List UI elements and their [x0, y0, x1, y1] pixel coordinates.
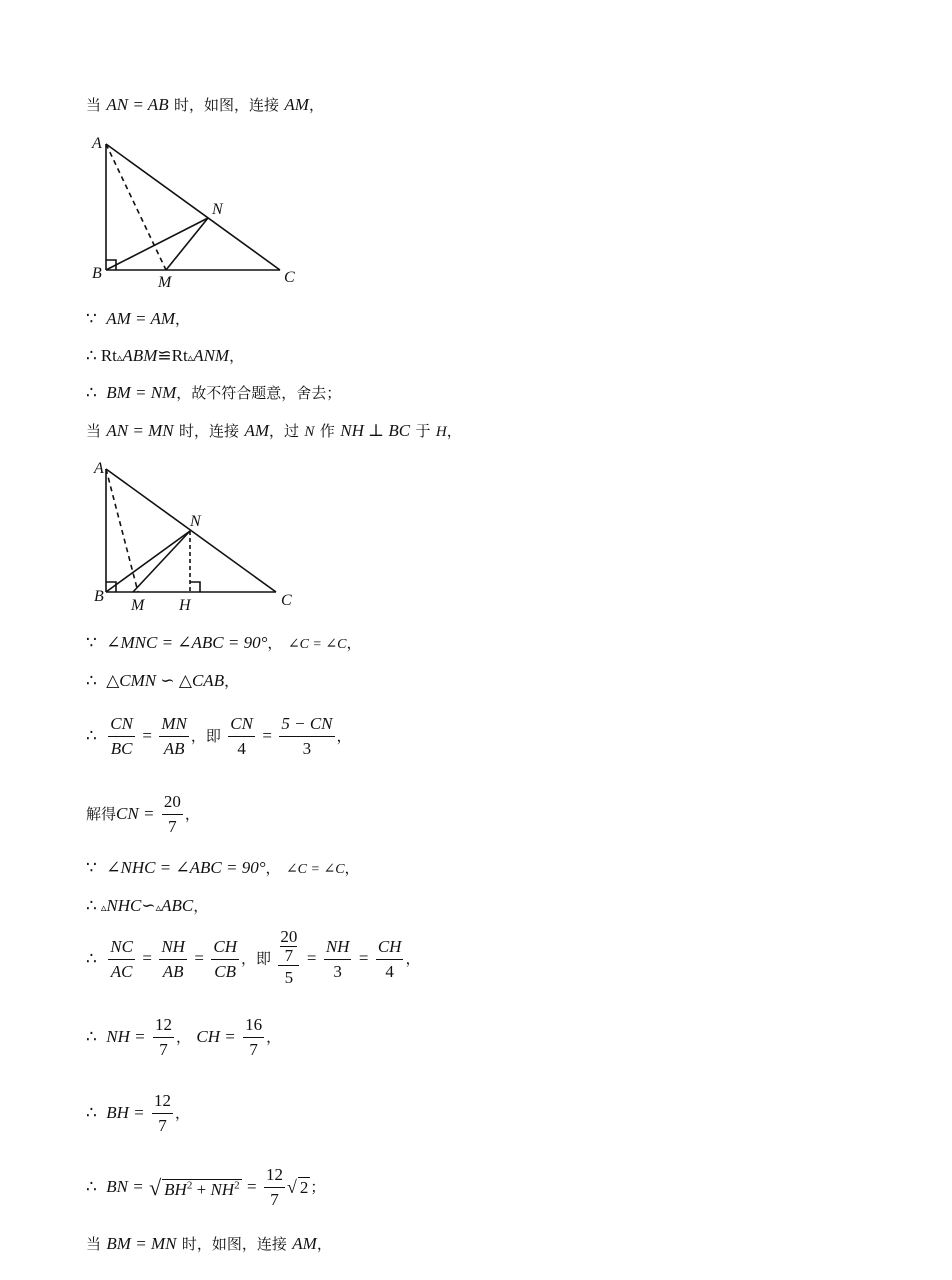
line-15-eq: =: [246, 1177, 257, 1196]
line-14-end: ，: [175, 1104, 191, 1122]
line-16-math: BM = MN: [106, 1234, 177, 1253]
line-7-sym: ∴: [86, 671, 97, 691]
line-3-cong: ≌: [157, 346, 172, 365]
line-1-math2: AM: [284, 95, 309, 114]
line-15-sqrt-2: √ 2: [286, 1177, 309, 1197]
text-line-7: [86, 670, 239, 692]
line-11-tri2: ▵: [155, 902, 162, 914]
line-13-frac-2: $\frac{16}{7}$: [245, 1015, 263, 1059]
line-8-frac-3: $\frac{CN}{4}$: [230, 714, 253, 758]
line-10-end: ，: [344, 859, 360, 877]
line-8-eq2: =: [262, 726, 272, 745]
line-5-zuo: 作: [319, 422, 335, 440]
line-7-end: ，: [224, 672, 240, 690]
line-5-mid: ，过: [269, 422, 300, 440]
line-8-frac-1: $\frac{CN}{BC}$: [110, 714, 133, 758]
text-line-9: [86, 790, 200, 839]
triangle-figure-1: [86, 130, 316, 295]
line-16-end: ，: [316, 1235, 332, 1253]
fig1-label-n: N: [212, 201, 223, 218]
line-12-end: ，: [405, 949, 421, 968]
text-line-2: [86, 308, 190, 330]
line-1-end: ，: [308, 96, 324, 114]
line-3-end: ，: [229, 347, 245, 365]
text-line-16: [86, 1233, 332, 1255]
fig1-label-a: A: [92, 135, 102, 152]
text-line-12: [86, 928, 420, 990]
line-1-math: AN = AB: [106, 95, 169, 114]
fig2-label-b: B: [94, 588, 104, 605]
text-line-13: [86, 1013, 281, 1062]
line-1-pre: 当: [86, 96, 102, 114]
line-6-end: ，: [346, 634, 362, 652]
line-2-end: ，: [175, 310, 191, 328]
line-11-end: ，: [193, 897, 209, 915]
line-8-frac-2: $\frac{MN}{AB}$: [161, 714, 187, 758]
line-3-tri2: ▵: [187, 352, 194, 364]
line-12-eq4: =: [358, 948, 369, 968]
text-line-11: [86, 895, 208, 919]
line-11-m2: ABC: [161, 896, 194, 915]
line-5-n: N: [304, 424, 315, 440]
line-6-math2: ∠C = ∠C: [287, 637, 347, 652]
text-line-14: [86, 1089, 190, 1138]
line-9-frac: $\frac{20}{7}$: [163, 792, 181, 836]
line-8-eq: =: [142, 726, 152, 745]
line-15-sym: ∴: [86, 1177, 97, 1197]
line-13-m1: NH =: [106, 1027, 146, 1046]
text-line-5: [86, 420, 462, 443]
line-14-sym: ∴: [86, 1103, 97, 1123]
line-11-sim: ∽: [141, 896, 156, 915]
line-5-post: 时，连接: [179, 422, 240, 440]
line-3-m2: ANM: [193, 346, 230, 365]
line-13-sym: ∴: [86, 1027, 97, 1047]
text-line-15: [86, 1163, 325, 1212]
line-11-sym: ∴: [86, 896, 97, 916]
line-5-math2: AM: [244, 421, 269, 440]
line-12-ji: ，即: [240, 949, 271, 968]
line-10-sep: ，: [265, 859, 281, 877]
line-12-frac-6: $\frac{CH}{4}$: [377, 936, 402, 981]
line-15-m1: BN =: [106, 1177, 144, 1196]
line-10-sym: ∵: [86, 858, 97, 878]
text-line-6: [86, 632, 361, 656]
fig1-label-c: C: [284, 269, 295, 286]
line-13-end: ，: [266, 1028, 282, 1046]
line-12-frac-4: $\frac{\frac{20}{7}}{5}$: [280, 927, 298, 987]
line-16-math2: AM: [292, 1234, 317, 1253]
line-14-frac: $\frac{12}{7}$: [154, 1091, 172, 1135]
line-3-rt1: Rt: [100, 346, 117, 365]
line-9-math: CN =: [116, 804, 155, 823]
text-line-1: [86, 94, 324, 116]
line-12-eq3: =: [306, 948, 317, 968]
line-5-math: AN = MN: [106, 421, 174, 440]
line-15-frac: $\frac{12}{7}$: [265, 1165, 283, 1209]
line-16-post: 时，如图，连接: [181, 1235, 287, 1253]
line-11-tri1: ▵: [100, 902, 107, 914]
fig1-label-b: B: [92, 265, 102, 282]
line-5-yu: 于: [415, 422, 431, 440]
line-12-frac-3: $\frac{CH}{CB}$: [213, 936, 237, 981]
triangle-figure-2: [86, 455, 316, 620]
line-12-sym: ∴: [86, 948, 97, 969]
line-8-ji: ，即: [190, 727, 221, 745]
line-4-math: BM = NM: [106, 383, 177, 402]
line-7-math: △CMN ∽ △CAB: [106, 671, 225, 690]
line-8-end: ，: [336, 727, 352, 745]
line-5-h: H: [435, 424, 447, 440]
line-5-end: ，: [446, 422, 462, 440]
text-line-4: [86, 382, 341, 404]
line-13-frac-1: $\frac{12}{7}$: [154, 1015, 172, 1059]
line-15-end: ；: [310, 1178, 326, 1196]
line-9-end: ，: [184, 805, 200, 823]
fig2-label-h: H: [179, 597, 191, 614]
line-6-sep: ，: [267, 634, 283, 652]
line-6-math: ∠MNC = ∠ABC = 90°: [106, 633, 268, 652]
line-16-pre: 当: [86, 1235, 102, 1253]
fig2-label-m: M: [131, 597, 145, 614]
line-8-sym: ∴: [86, 726, 97, 746]
line-3-m1: ABM: [122, 346, 158, 365]
fig2-label-a: A: [94, 460, 104, 477]
line-1-post: 时，如图，连接: [173, 96, 279, 114]
text-line-8: [86, 712, 352, 761]
line-12-frac-5: $\frac{NH}{3}$: [325, 936, 350, 981]
line-8-frac-4: $\frac{5 - CN}{3}$: [281, 714, 333, 758]
line-3-rt2: Rt: [171, 346, 188, 365]
line-11-m1: NHC: [106, 896, 142, 915]
text-line-3: [86, 345, 244, 369]
line-14-m1: BH =: [106, 1103, 145, 1122]
line-6-sym: ∵: [86, 633, 97, 653]
line-3-tri1: ▵: [116, 352, 123, 364]
fig2-label-c: C: [281, 592, 292, 609]
line-5-math3: NH ⊥ BC: [340, 421, 411, 440]
line-3-sym: ∴: [86, 346, 97, 366]
line-9-pre: 解得: [86, 805, 117, 823]
line-12-eq: =: [142, 948, 152, 968]
line-12-eq2: =: [194, 948, 204, 968]
line-4-post: ，故不符合题意，舍去；: [176, 384, 342, 402]
line-15-sqrt: √ $BH^2 + NH^2$: [149, 1174, 240, 1200]
line-2-math: AM = AM: [106, 309, 175, 328]
text-line-10: [86, 857, 360, 881]
fig1-label-m: M: [158, 274, 172, 291]
line-4-sym: ∴: [86, 383, 97, 403]
line-5-pre: 当: [86, 422, 102, 440]
line-13-sep: ，: [175, 1028, 191, 1046]
line-12-frac-1: $\frac{NC}{AC}$: [110, 936, 133, 981]
line-12-frac-2: $\frac{NH}{AB}$: [161, 936, 185, 981]
line-10-math2: ∠C = ∠C: [285, 862, 345, 877]
line-10-math: ∠NHC = ∠ABC = 90°: [106, 858, 266, 877]
fig2-label-n: N: [190, 513, 201, 530]
line-13-m2: CH =: [196, 1027, 236, 1046]
line-2-sym: ∵: [86, 309, 97, 329]
